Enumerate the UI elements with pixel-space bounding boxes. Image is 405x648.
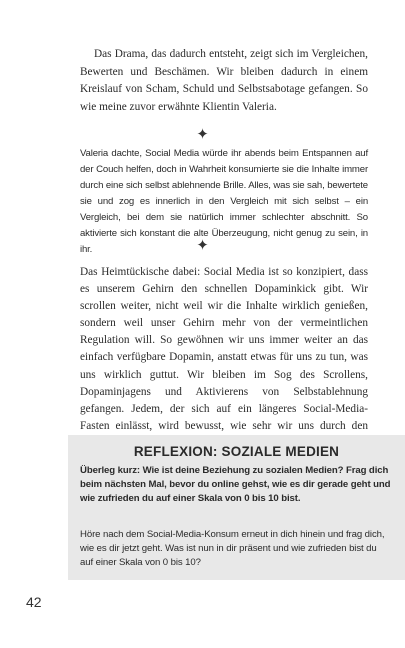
reflexion-box	[68, 435, 405, 580]
page-number: 42	[26, 594, 42, 610]
reflexion-question-2: Höre nach dem Social-Media-Konsum erneut in dich hinein und frag dich, wie es dir jetzt geht. Was ist nun in dir präsent und wie zufrieden bist du auf einer Skala von 0 bis 10?	[80, 529, 385, 568]
body-paragraph-2: Das Heimtückische dabei: Social Media ist so konzipiert, dass es unserem Gehirn den schnellen Dopaminkick gibt. Wir scrollen weiter, nicht weil wir die Inhalte wirklich genießen, sondern weil unser Gehirn mehr von der vermeintlichen Regulation will. So gewöhnen wir uns immer weiter an das einfach verfügbare Dopamin, anstatt etwas für uns zu tun, was uns wirklich guttut. Wir bleiben im Sog des Scrollens, Dopaminjagens und Aktivierens von Selbstablehnung gefangen. Jedem, der sich auf ein längeres Social-Media-Fasten einlässt, wird bewusst, wie sehr wir uns durch den	[80, 266, 368, 432]
reflexion-question-1: Überleg kurz: Wie ist deine Beziehung zu sozialen Medien? Frag dich beim nächsten Mal, bevor du online gehst, wie es dir gerade geht und wie zufrieden du auf einer Skala von 0 bis 10 bist.	[80, 465, 391, 504]
body-paragraph-1: Das Drama, das dadurch entsteht, zeigt sich im Vergleichen, Bewerten und Beschämen. Wir bleiben dadurch in einem Kreislauf von Scham, Schuld und Selbstsabotage gefangen. So wie meine zuvor erwähnte Klientin Valeria.	[80, 48, 368, 113]
separator-star-icon: ✦	[196, 125, 209, 143]
separator-star-icon: ✦	[196, 236, 209, 254]
reflexion-title: REFLEXION: SOZIALE MEDIEN	[133, 444, 340, 459]
client-story-quote: Valeria dachte, Social Media würde ihr abends beim Entspannen auf der Couch helfen, doch in Wahrheit konsumierte sie die Inhalte immer durch eine sich selbst ablehnende Brille. Alles, was sie sah, bewertete sie und zog es innerlich in den Vergleich mit sich selbst – ein Vergleich, bei dem sie natürlich immer schlechter abschnitt. So aktivierte sich konstant die alte Überzeugung, nicht genug zu sein, in ihr.	[80, 148, 368, 255]
